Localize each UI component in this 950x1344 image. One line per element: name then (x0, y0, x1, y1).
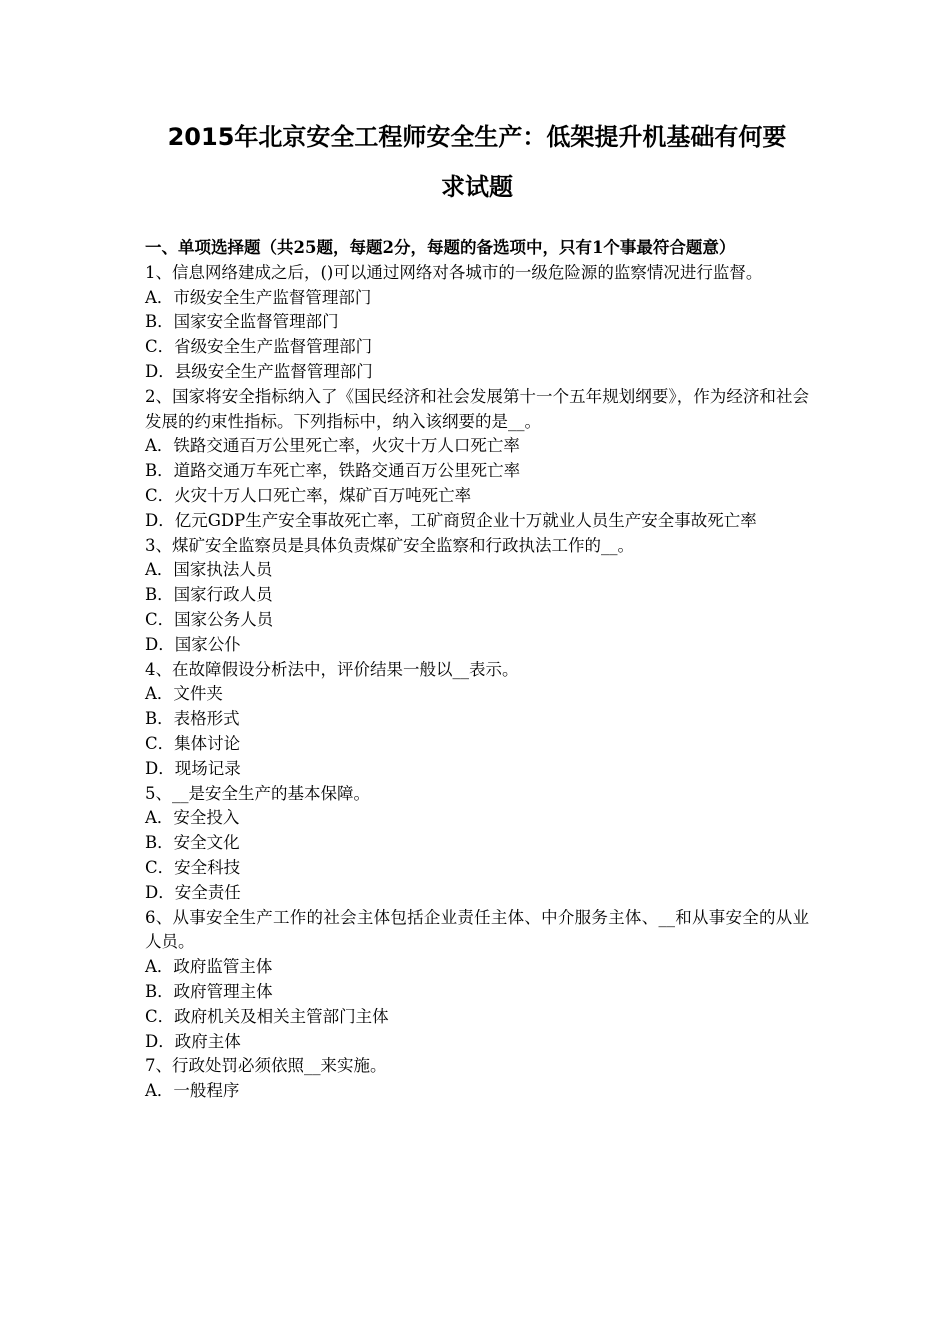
title-line-1: 2015年北京安全工程师安全生产：低架提升机基础有何要 (167, 123, 787, 151)
question-5 (145, 782, 809, 906)
option-c: C．安全科技 (145, 857, 241, 877)
option-b: B．国家行政人员 (145, 585, 273, 605)
option-d: D．政府主体 (145, 1031, 241, 1051)
option-d: D．亿元GDP生产安全事故死亡率，工矿商贸企业十万就业人员生产安全事故死亡率 (145, 510, 757, 530)
option-c: C．国家公务人员 (145, 609, 274, 629)
option-c: C．省级安全生产监督管理部门 (145, 337, 373, 357)
option-b: B．国家安全监督管理部门 (145, 312, 339, 332)
option-d: D．现场记录 (145, 758, 241, 778)
option-b: B．表格形式 (145, 709, 240, 729)
option-b: B．政府管理主体 (145, 981, 273, 1001)
question-stem: 6、从事安全生产工作的社会主体包括企业责任主体、中介服务主体、__和从事安全的从业人员。 (145, 907, 809, 952)
question-2 (145, 385, 809, 534)
option-c: C．火灾十万人口死亡率，煤矿百万吨死亡率 (145, 485, 472, 505)
question-6 (145, 906, 809, 1055)
question-stem: 7、行政处罚必须依照__来实施。 (145, 1056, 387, 1076)
option-a: A．文件夹 (145, 684, 223, 704)
option-b: B．道路交通万车死亡率，铁路交通百万公里死亡率 (145, 461, 521, 481)
question-stem: 4、在故障假设分析法中，评价结果一般以__表示。 (145, 659, 519, 679)
option-c: C．政府机关及相关主管部门主体 (145, 1006, 389, 1026)
option-a: A．国家执法人员 (145, 560, 273, 580)
section-heading: 一、单项选择题（共25题，每题2分，每题的备选项中，只有1个事最符合题意） (145, 238, 736, 257)
option-a: A．铁路交通百万公里死亡率，火灾十万人口死亡率 (145, 436, 520, 456)
question-7 (145, 1054, 809, 1104)
option-a: A．政府监管主体 (145, 957, 273, 977)
question-3 (145, 534, 809, 658)
question-stem: 2、国家将安全指标纳入了《国民经济和社会发展第十一个五年规划纲要》，作为经济和社会发展的约束性指标。下列指标中，纳入该纲要的是__。 (145, 386, 809, 431)
option-a: A．市级安全生产监督管理部门 (145, 287, 372, 307)
option-c: C．集体讨论 (145, 733, 241, 753)
question-stem: 1、信息网络建成之后，()可以通过网络对各城市的一级危险源的监察情况进行监督。 (145, 262, 763, 282)
document-title (145, 112, 809, 212)
question-stem: 5、__是安全生产的基本保障。 (145, 783, 370, 803)
question-1 (145, 261, 809, 385)
option-a: A．安全投入 (145, 808, 240, 828)
question-stem: 3、煤矿安全监察员是具体负责煤矿安全监察和行政执法工作的__。 (145, 535, 634, 555)
option-d: D．安全责任 (145, 882, 241, 902)
option-d: D．县级安全生产监督管理部门 (145, 361, 373, 381)
title-line-2: 求试题 (441, 173, 513, 201)
option-b: B．安全文化 (145, 833, 240, 853)
option-a: A．一般程序 (145, 1081, 240, 1101)
option-d: D．国家公仆 (145, 634, 241, 654)
document-page (145, 112, 809, 1104)
question-4 (145, 658, 809, 782)
